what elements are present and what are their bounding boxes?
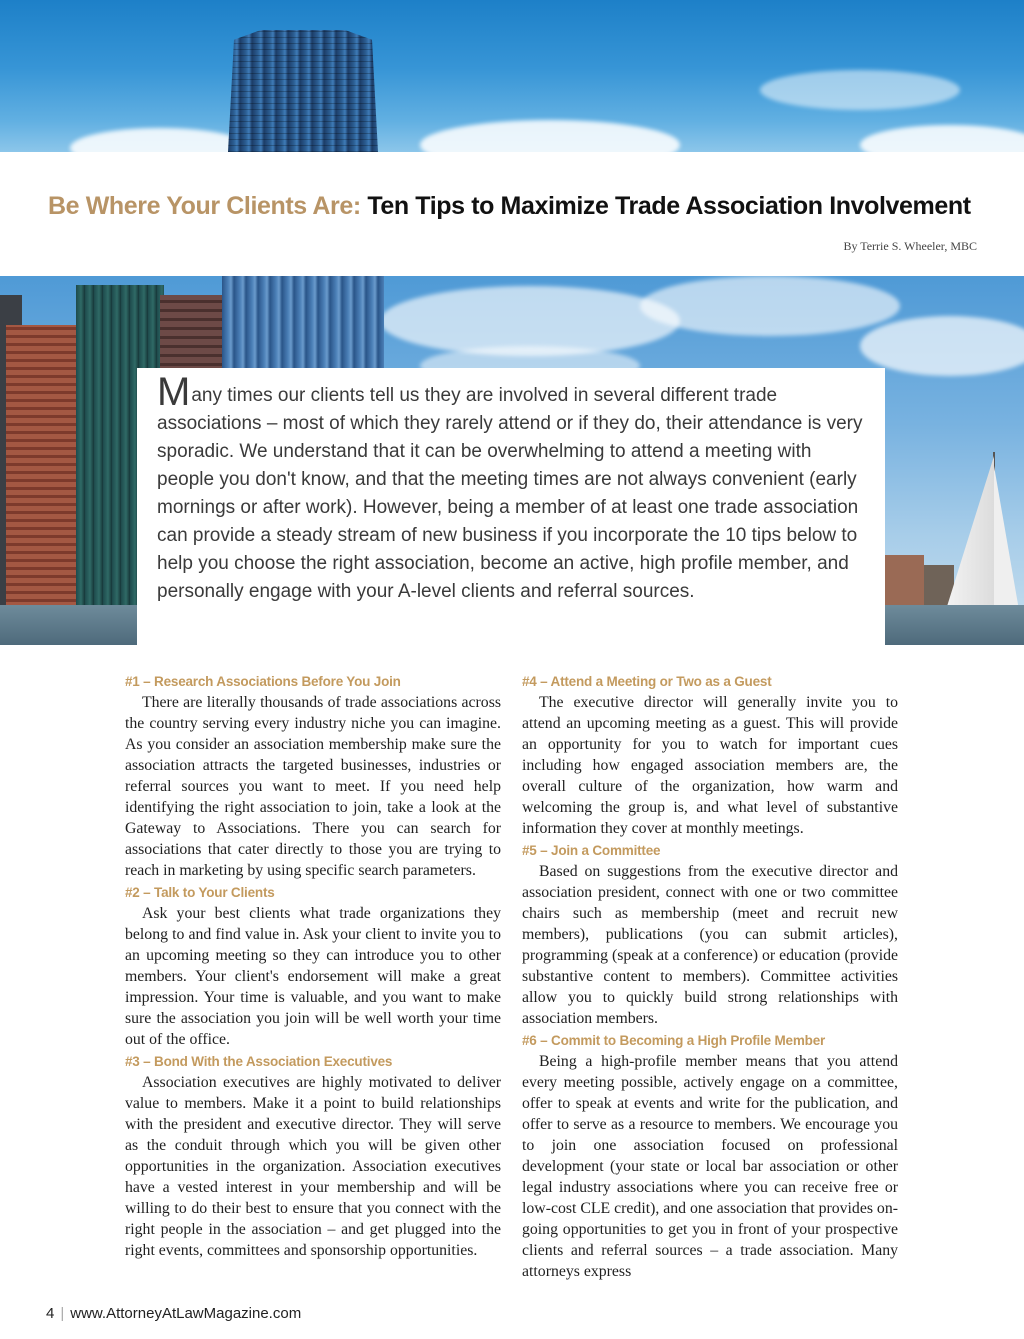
intro-paragraph: [157, 370, 873, 606]
left-column: [125, 670, 501, 1261]
article-title: [48, 192, 988, 221]
page-footer: [46, 1305, 301, 1322]
tip-heading: #6 – Commit to Becoming a High Profile Member: [522, 1033, 826, 1048]
tower-image: [228, 30, 378, 152]
right-column: [522, 670, 898, 1282]
tip-heading: #5 – Join a Committee: [522, 843, 661, 858]
tip-heading: #3 – Bond With the Association Executives: [125, 1054, 393, 1069]
page-number: 4: [46, 1305, 55, 1322]
tip-body: Being a high-profile member means that you attend every meeting possible, actively engage on a committee, offer to speak at events and write for the publication, and offer to serve as a resource to members. We encourage you to join one association focused on professional development (your state or local bar association or other legal industry associations where you can receive free or low-cost CLE credit), and one association that provides on-going opportunities to get you in front of your prospective clients and referral sources – a trade association. Many attorneys express: [522, 1053, 898, 1280]
intro-box: [137, 368, 885, 645]
footer-site-link[interactable]: www.AttorneyAtLawMagazine.com: [70, 1305, 302, 1322]
tip-heading: #1 – Research Associations Before You Join: [125, 674, 401, 689]
tip-body: Ask your best clients what trade organizations they belong to and find value in. Ask your client to invite you to an upcoming meeting so they can introduce you to other members. Your client's endorsement will make a great impression. Your time is valuable, and you want to make sure the association you join will be well worth your time out of the office.: [125, 905, 501, 1048]
tip-body: The executive director will generally invite you to attend an upcoming meeting as a guest. This will provide an opportunity for you to watch for important cues including how engaged association members are, the overall culture of the organization, how warm and welcoming the group is, and what level of substantive information they cover at monthly meetings.: [522, 694, 898, 837]
tip-heading: #4 – Attend a Meeting or Two as a Guest: [522, 674, 772, 689]
byline: By Terrie S. Wheeler, MBC: [843, 239, 977, 253]
header-photo: [0, 0, 1024, 152]
intro-dropcap: M: [157, 370, 191, 414]
title-main: Ten Tips to Maximize Trade Association Involvement: [367, 192, 971, 220]
tip-heading: #2 – Talk to Your Clients: [125, 885, 275, 900]
intro-text: any times our clients tell us they are involved in several different trade associations – most of which they rarely attend or if they do, their attendance is very sporadic. We understand that it can be overwhelming to attend a meeting with people you don't know, and that the meeting times are not always convenient (early mornings or after work). However, being a member of at least one trade association can provide a steady stream of new business if you incorporate the 10 tips below to help you choose the right association, become an active, high profile member, and personally engage with your A-level clients and referral sources.: [157, 385, 863, 602]
title-accent: Be Where Your Clients Are:: [48, 192, 361, 220]
tip-body: Based on suggestions from the executive director and association president, connect with one or two committee chairs such as membership (meet and recruit new members), publications (you can submit articles), programming (speak at a conference) or education (provide substantive content to members). Committee activities allow you to quickly build strong relationships with association members.: [522, 863, 898, 1027]
tip-body: Association executives are highly motivated to deliver value to members. Make it a point to build relationships with the president and executive director. They will serve as the conduit through which you will be given other opportunities in the organization. Association executives have a vested interest in your membership and will be willing to do their best to ensure that you connect with the right people in the association – and get plugged into the right events, committees and sponsorship opportunities.: [125, 1074, 501, 1259]
tip-body: There are literally thousands of trade associations across the country serving every industry niche you can imagine. As you consider an association membership make sure the association attracts the targeted businesses, industries or referral sources you want to meet. If you need help identifying the right association to join, take a look at the Gateway to Associations. There you can search for associations that cater directly to those you are trying to reach in marketing by using specific search parameters.: [125, 694, 501, 879]
sailboat-image: [944, 456, 994, 616]
footer-separator: |: [60, 1305, 65, 1322]
